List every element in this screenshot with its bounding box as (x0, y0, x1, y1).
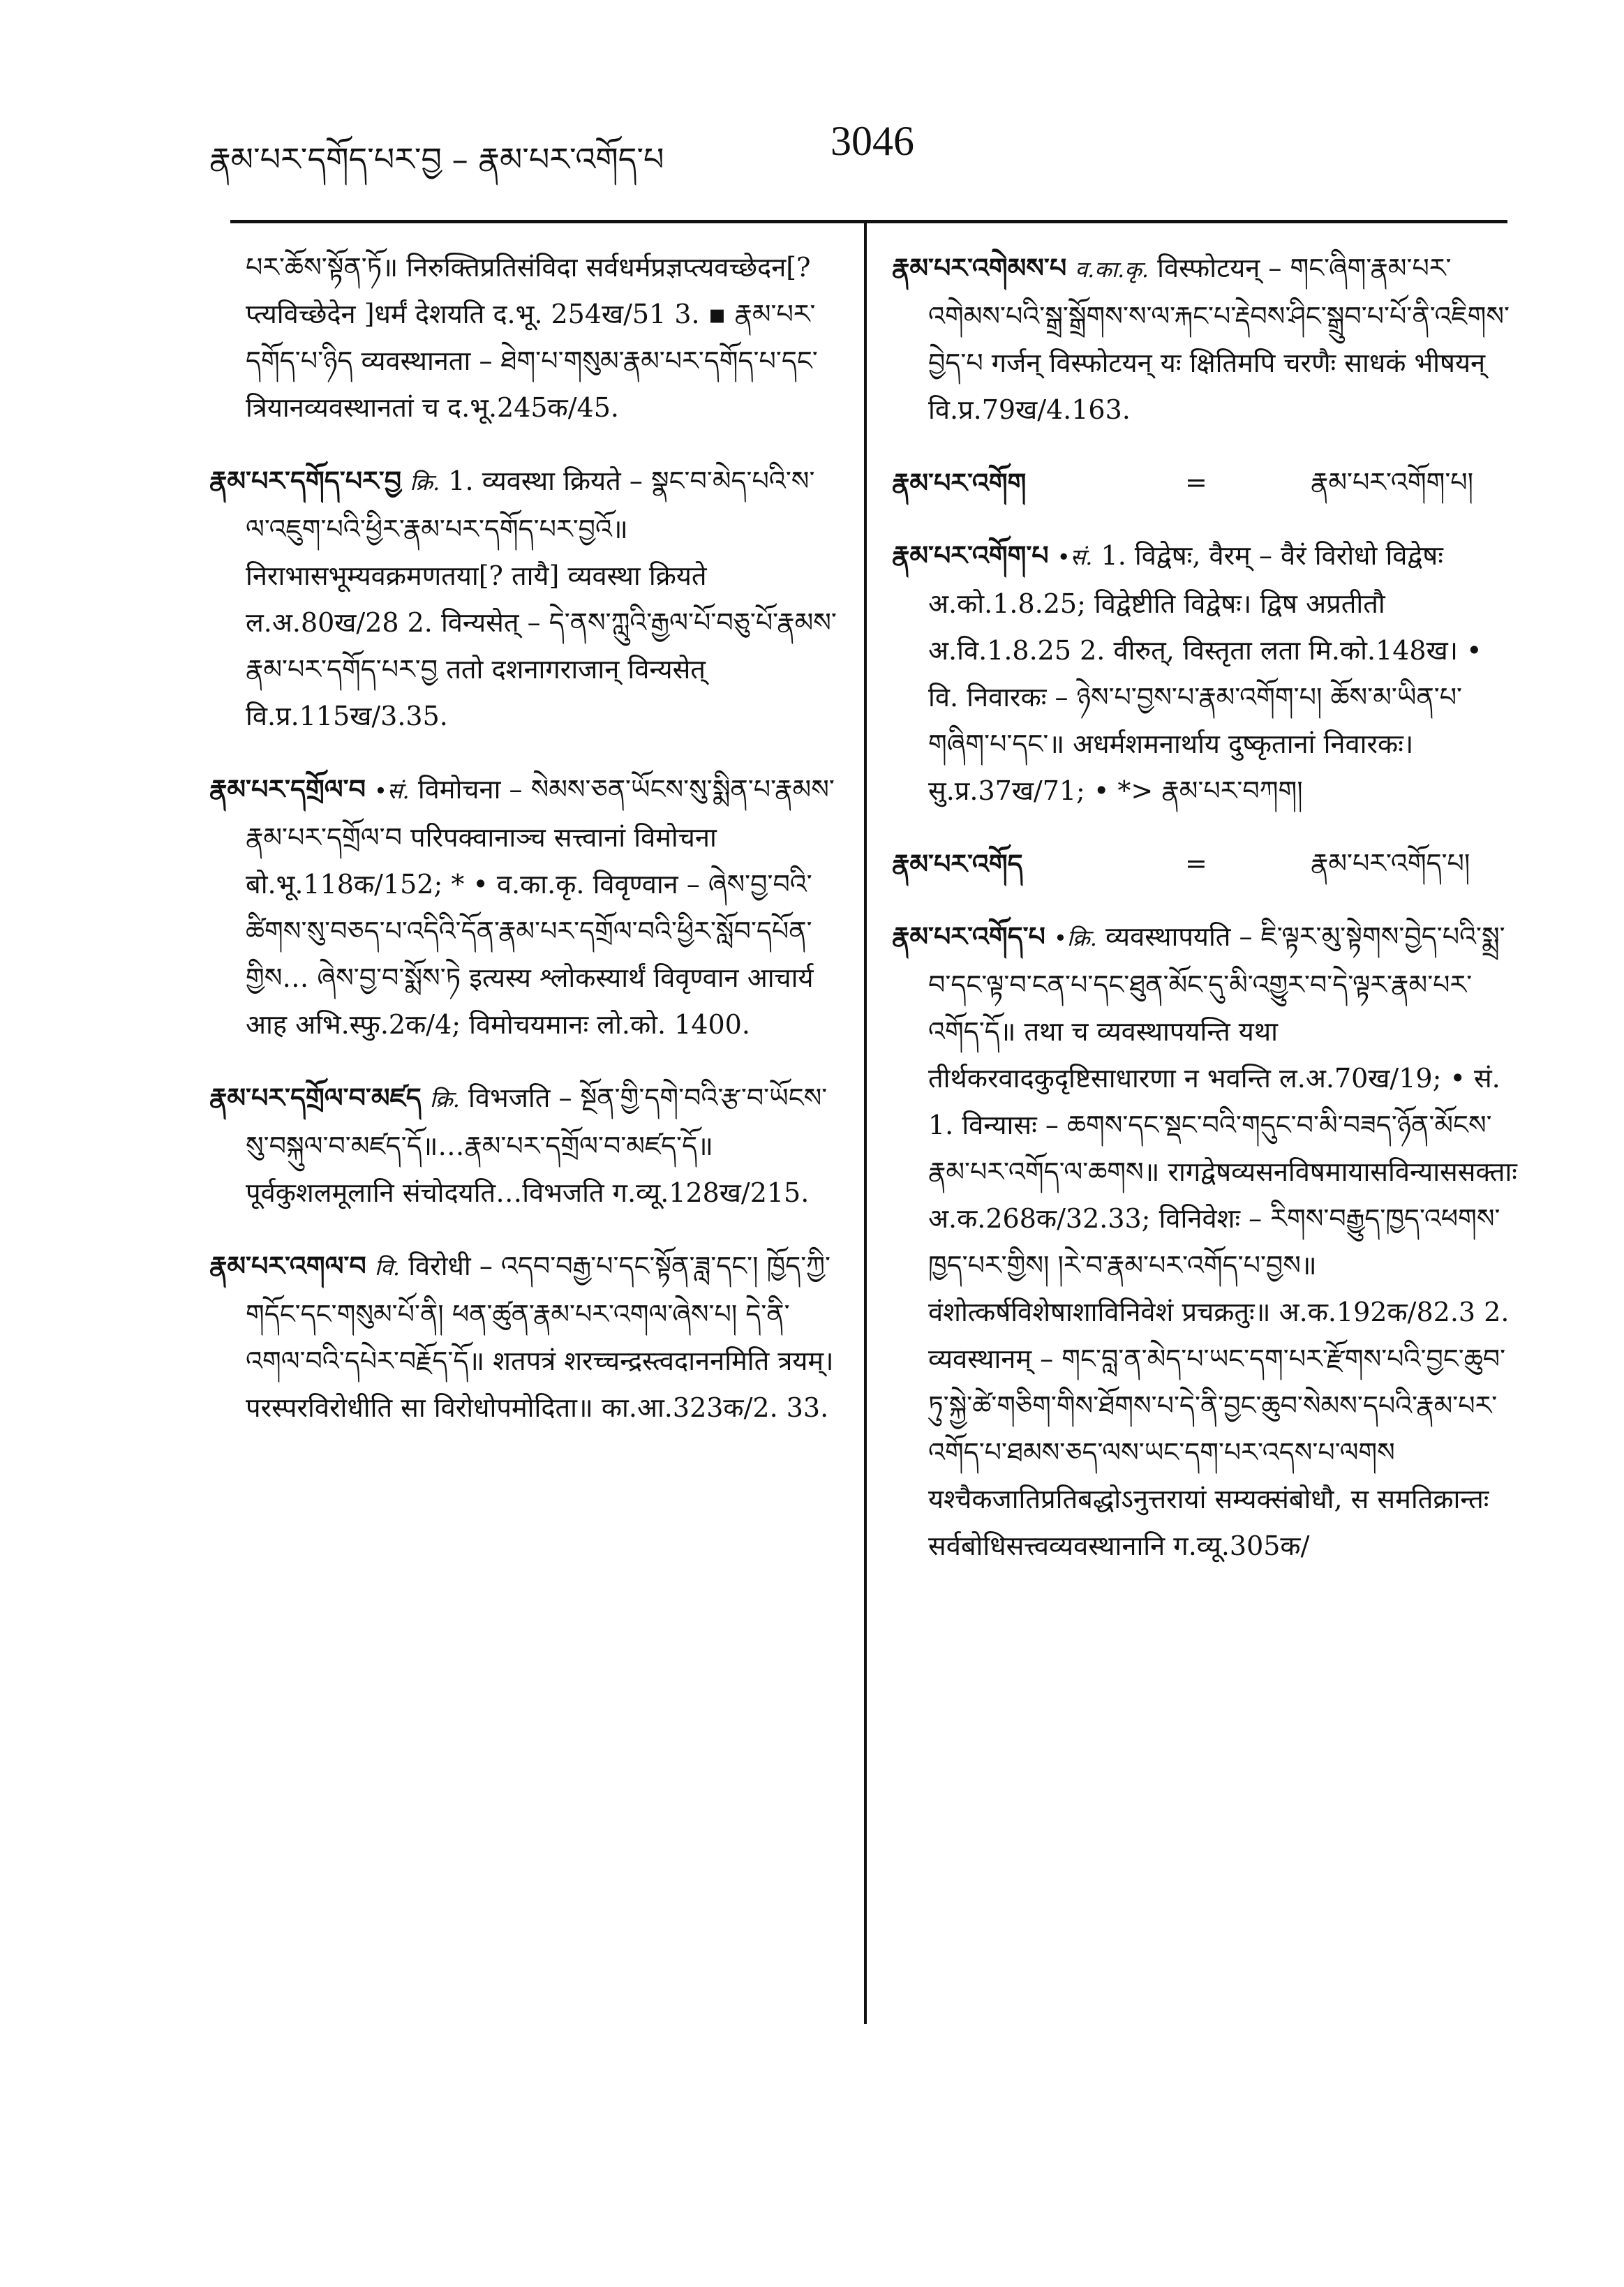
column-divider (864, 223, 867, 2024)
entry-text: 1. विद्वेषः, वैरम् – वैरं विरोधो विद्वेषः अ.को.1.8.25; विद्वेष्टीति विद्वेषः। द्विष अप्रतीतौ अ.वि.1.8.25 2. वीरुत्, विस्तृता लता मि.को.148ख। • वि. निवारकः – ཉེས་པ་བྱས་པ་རྣམ་འགོག་པ། ཆོས་མ་ཡིན་པ་གཞིག་པ་དང་॥ अधर्मशमनार्थाय दुष्कृतानां निवारकः। सु.प्र.37ख/71; • *> རྣམ་པར་བཀག། (928, 540, 1482, 806)
continued-entry (209, 244, 837, 431)
entry-headword: རྣམ་པར་འགོག་པ (892, 539, 1049, 571)
entry-text: པར་ཆོས་སྟོན་ཏོ॥ निरुक्तिप्रतिसंविदा सर्वधर्मप्रज्ञप्त्यवच्छेदन[? प्त्यविच्छेदेन ]धर्मं देशयति द.भू. 254ख/51 3. ▪ རྣམ་པར་དགོད་པ་ཉིད व्यवस्थानता – ཐེག་པ་གསུམ་རྣམ་པར་དགོད་པ་དང་ त्रियानव्यवस्थानतां च द.भू.245क/45. (246, 252, 818, 423)
cross-reference-entry (892, 840, 1520, 887)
grammar-label: •क्रि. (1054, 925, 1097, 951)
grammar-label: •सं. (1057, 544, 1093, 570)
grammar-label: व.का.कृ. (1075, 256, 1149, 283)
page-number: 3046 (830, 118, 914, 164)
entry-text: विमोचना – སེམས་ཅན་ཡོངས་སུ་སྨིན་པ་རྣམས་རྣམ་པར་དགྲོལ་བ परिपक्वानाञ्च सत्त्वानां विमोचना बो.भू.118क/152; * • व.का.कृ. विवृण्वान – ཞེས་བྱ་བའི་ཚིགས་སུ་བཅད་པ་འདིའི་དོན་རྣམ་པར་དགྲོལ་བའི་ཕྱིར་སློབ་དཔོན་གྱིས… ཞེས་བྱ་བ་སྨོས་ཏེ इत्यस्य श्लोकस्यार्थं विवृण्वान आचार्य आह अभि.स्फु.2क/4; विमोचयमानः लो.को. 1400. (246, 774, 835, 1040)
equals-sign: = (1185, 467, 1207, 498)
dictionary-entry (209, 457, 837, 740)
dictionary-entry (892, 532, 1520, 814)
grammar-label: •सं. (374, 777, 410, 804)
entry-headword: རྣམ་པར་འགེམས་པ (892, 252, 1067, 283)
entry-text: विस्फोटयन् – གང་ཞིག་རྣམ་པར་འགེམས་པའི་སྒྲ་སྒྲོགས་ས་ལ་རྐང་པ་རྡེབས་ཤིང་སྒྲུབ་པ་པོ་ནི་འཇིགས་བྱེད་པ गर्जन् विस्फोटयन् यः क्षितिमपि चरणैः साधकं भीषयन् वि.प्र.79ख/4.163. (928, 253, 1510, 425)
entry-text: व्यवस्थापयति – ཇི་ལྟར་མུ་སྟེགས་བྱེད་པའི་སྨྲ་བ་དང་ལྟ་བ་ངན་པ་དང་ཐུན་མོང་དུ་མི་འགྱུར་བ་དེ་ལྟར་རྣམ་པར་འགོད་དོ॥ तथा च व्यवस्थापयन्ति यथा तीर्थकरवादकुदृष्टिसाधारणा न भवन्ति ल.अ.70ख/19; • सं. 1. विन्यासः – ཆགས་དང་སྡང་བའི་གདུང་བ་མི་བཟད་ཉོན་མོངས་རྣམ་པར་འགོད་ལ་ཆགས॥ रागद्वेषव्यसनविषमायासविन्याससक्ताः अ.क.268क/32.33; विनिवेशः – རིགས་བརྒྱུད་ཁྱད་འཕགས་ཁྱད་པར་གྱིས། །རེ་བ་རྣམ་པར་འགོད་པ་བྱས॥ वंशोत्कर्षविशेषाशाविनिवेशं प्रचक्रतुः॥ अ.क.192क/82.3 2. व्यवस्थानम् – གང་བླ་ན་མེད་པ་ཡང་དག་པར་རྫོགས་པའི་བྱང་ཆུབ་ཏུ་སྐྱེ་ཚེ་གཅིག་གིས་ཐོགས་པ་དེ་ནི་བྱང་ཆུབ་སེམས་དཔའི་རྣམ་པར་འགོད་པ་ཐམས་ཅད་ལས་ཡང་དག་པར་འདས་པ་ལགས यश्चैकजातिप्रतिबद्धोऽनुत्तरायां सम्यक्संबोधौ, स समतिक्रान्तः सर्वबोधिसत्त्वव्यवस्थानानि ग.व्यू.305क/ (928, 921, 1517, 1561)
grammar-label: क्रि. (410, 469, 440, 496)
dictionary-entry (209, 766, 837, 1048)
dictionary-entry (892, 913, 1520, 1570)
cross-reference-target: རྣམ་པར་འགོག་པ། (1311, 467, 1474, 498)
entry-headword: རྣམ་པར་འགོད་པ (892, 921, 1045, 952)
grammar-label: वि. (374, 1254, 401, 1281)
dictionary-entry (209, 1242, 837, 1431)
entry-headword: རྣམ་པར་དགྲོལ་བ་མཛད (209, 1082, 422, 1113)
cross-reference-entry (892, 459, 1520, 506)
entry-headword: རྣམ་པར་འགོད (892, 848, 1023, 879)
entry-headword: རྣམ་པར་འགལ་བ (209, 1250, 366, 1281)
equals-sign: = (1185, 848, 1207, 879)
entry-text: विभजति – སྔོན་གྱི་དགེ་བའི་རྩ་བ་ཡོངས་སུ་བསྐུལ་བ་མཛད་དོ॥…རྣམ་པར་དགྲོལ་བ་མཛད་དོ॥ पूर्वकुशलमूलानि संचोदयति…विभजति ग.व्यू.128ख/215. (246, 1082, 828, 1208)
entry-text: 1. व्यवस्था क्रियते – སྣང་བ་མེད་པའི་ས་ལ་འཇུག་པའི་ཕྱིར་རྣམ་པར་དགོད་པར་བྱའོ॥ निराभासभूम्यवक्रमणतया[? तायै] व्यवस्था क्रियते ल.अ.80ख/28 2. विन्यसेत् – དེ་ནས་ཀླུའི་རྒྱལ་པོ་བཅུ་པོ་རྣམས་རྣམ་པར་དགོད་པར་བྱ ततो दशनागराजान् विन्यसेत् वि.प्र.115ख/3.35. (246, 465, 837, 731)
left-column (209, 244, 837, 1457)
right-column (892, 244, 1520, 1595)
entry-headword: རྣམ་པར་དགྲོལ་བ (209, 773, 366, 805)
entry-headword: རྣམ་པར་དགོད་པར་བྱ (209, 465, 402, 496)
dictionary-entry (892, 244, 1520, 433)
cross-reference-target: རྣམ་པར་འགོད་པ། (1311, 848, 1470, 879)
entry-text: विरोधी – འདབ་བརྒྱ་པ་དང་སྟོན་ཟླ་དང་། ཁྱོད་ཀྱི་གདོང་དང་གསུམ་པོ་ནི། ཕན་ཚུན་རྣམ་པར་འགལ་ཞེས་པ། དེ་ནི་འགལ་བའི་དཔེར་བརྗོད་དོ॥ शतपत्रं शरच्चन्द्रस्त्वदाननमिति त्रयम्। परस्परविरोधीति सा विरोधोपमोदिता॥ का.आ.323क/2. 33. (246, 1251, 834, 1423)
entry-headword: རྣམ་པར་འགོག (892, 467, 1027, 498)
grammar-label: क्रि. (429, 1086, 460, 1112)
dictionary-entry (209, 1074, 837, 1216)
header-rule (230, 220, 1507, 223)
running-header: རྣམ་པར་དགོད་པར་བྱ – རྣམ་པར་འགོད་པ (209, 140, 664, 178)
